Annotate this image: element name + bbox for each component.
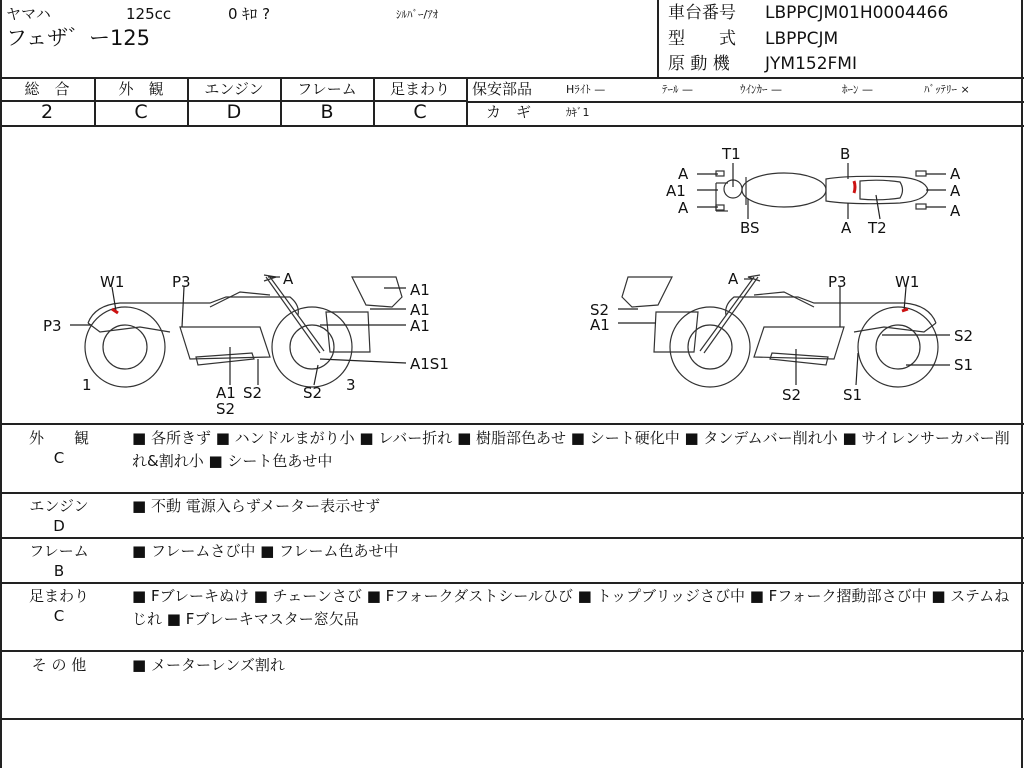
remark-engine bbox=[0, 495, 1024, 537]
key-label: カ ギ bbox=[486, 103, 532, 121]
label-a1: A1 bbox=[666, 182, 686, 200]
label-a: A bbox=[950, 165, 961, 183]
maker: ヤマハ bbox=[6, 5, 51, 23]
remark-text: ■ フレームさび中 ■ フレーム色あせ中 bbox=[132, 542, 399, 560]
damage-mark bbox=[902, 309, 908, 311]
divider bbox=[657, 0, 659, 78]
remark-grade: C bbox=[53, 449, 65, 467]
model-code-value: LBPPCJM bbox=[765, 29, 839, 49]
divider bbox=[0, 718, 1024, 720]
remark-text: ■ メーターレンズ割れ bbox=[132, 656, 285, 674]
label-t1: T1 bbox=[722, 145, 741, 163]
label-s2: S2 bbox=[782, 386, 802, 404]
grade-engine-label: エンジン bbox=[204, 80, 264, 98]
divider bbox=[0, 650, 1024, 652]
model-name: フェザ゛ー125 bbox=[6, 26, 151, 50]
frame-no-value: LBPPCJM01H0004466 bbox=[765, 3, 949, 23]
label-a: A bbox=[283, 270, 294, 288]
grade-overall-value: 2 bbox=[40, 101, 54, 123]
label-w1: W1 bbox=[100, 273, 125, 291]
damage-diagram bbox=[0, 127, 1024, 423]
remark-grade: B bbox=[53, 562, 65, 580]
grade-frame-value: B bbox=[320, 101, 334, 123]
label-a1: A1 bbox=[410, 317, 430, 335]
remark-text: ■ 不動 電源入らずメーター表示せず bbox=[132, 497, 381, 515]
divider bbox=[0, 492, 1024, 494]
body-color: ｼﾙﾊﾞｰ/ｱｵ bbox=[396, 8, 439, 21]
damage-mark bbox=[112, 309, 118, 313]
divider bbox=[0, 423, 1024, 425]
label-s2: S2 bbox=[243, 384, 263, 402]
remark-frame bbox=[0, 540, 1024, 582]
label-a1: A1 bbox=[410, 301, 430, 319]
label-3: 3 bbox=[346, 376, 356, 394]
label-a: A bbox=[728, 270, 739, 288]
grade-exterior-value: C bbox=[134, 101, 148, 123]
label-a: A bbox=[678, 165, 689, 183]
border bbox=[0, 0, 2, 768]
remark-text: ■ 各所きず ■ ハンドルまがり小 ■ レバー折れ ■ 樹脂部色あせ ■ シート硬化中 ■ タンデムバー削れ小 ■ サイレンサーカバー削れ&割れ小 ■ シート色あせ中 bbox=[132, 429, 1010, 470]
leader-lines bbox=[70, 163, 950, 385]
grade-engine-value: D bbox=[226, 101, 242, 123]
remark-exterior bbox=[0, 427, 1024, 491]
remark-label: フレーム bbox=[29, 542, 89, 560]
label-a: A bbox=[950, 202, 961, 220]
divider bbox=[466, 101, 1024, 103]
right-side-motorcycle bbox=[622, 275, 938, 387]
remark-other bbox=[0, 654, 1024, 716]
divider bbox=[0, 537, 1024, 539]
label-a: A bbox=[678, 199, 689, 217]
model-code-label: 型 式 bbox=[668, 29, 736, 49]
safety-item-headlight: Hﾗｲﾄ — bbox=[566, 83, 606, 96]
safety-label: 保安部品 bbox=[472, 80, 533, 98]
label-a1: A1 bbox=[410, 281, 430, 299]
engine-model-value: JYM152FMI bbox=[765, 54, 857, 74]
border bbox=[1021, 0, 1023, 768]
remark-suspension bbox=[0, 585, 1024, 649]
label-s2: S2 bbox=[590, 301, 610, 319]
divider bbox=[0, 77, 1024, 79]
left-side-motorcycle bbox=[85, 275, 402, 387]
label-s1: S1 bbox=[843, 386, 863, 404]
label-a1s1: A1S1 bbox=[410, 355, 449, 373]
remark-text: ■ Fブレーキぬけ ■ チェーンさび ■ Fフォークダストシールひび ■ トップブリッジさび中 ■ Fフォーク摺動部さび中 ■ ステムねじれ ■ Fブレーキマスター窓欠品 bbox=[132, 587, 1010, 628]
label-b: B bbox=[840, 145, 851, 163]
label-s2: S2 bbox=[216, 400, 236, 418]
label-a1: A1 bbox=[216, 384, 236, 402]
divider bbox=[0, 582, 1024, 584]
label-s2: S2 bbox=[303, 384, 323, 402]
grade-overall-label: 総 合 bbox=[24, 80, 70, 98]
label-a: A bbox=[950, 182, 961, 200]
label-w1: W1 bbox=[895, 273, 920, 291]
safety-item-tail: ﾃｰﾙ — bbox=[662, 83, 693, 96]
label-bs: BS bbox=[740, 219, 760, 237]
displacement: 125cc bbox=[126, 5, 172, 23]
grade-suspension-label: 足まわり bbox=[389, 80, 450, 98]
label-p3: P3 bbox=[43, 317, 62, 335]
label-s1: S1 bbox=[954, 356, 974, 374]
safety-item-horn: ﾎｰﾝ — bbox=[842, 83, 873, 96]
key-value: ｶｷﾞ1 bbox=[566, 106, 590, 119]
label-1: 1 bbox=[82, 376, 92, 394]
remark-grade: D bbox=[53, 517, 65, 535]
motorcycle-diagram bbox=[0, 127, 1024, 423]
frame-no-label: 車台番号 bbox=[668, 3, 736, 23]
label-t2: T2 bbox=[868, 219, 887, 237]
remark-grade: C bbox=[53, 607, 65, 625]
remark-label: そ の 他 bbox=[31, 656, 87, 674]
mileage: 0 ｷﾛ ? bbox=[228, 5, 271, 23]
label-a1: A1 bbox=[590, 316, 610, 334]
remark-label: 外 観 bbox=[28, 429, 89, 447]
remark-label: エンジン bbox=[29, 497, 89, 515]
engine-model-label: 原 動 機 bbox=[668, 54, 730, 74]
label-s2: S2 bbox=[954, 327, 974, 345]
grade-exterior-label: 外 観 bbox=[118, 80, 164, 98]
safety-item-battery: ﾊﾞｯﾃﾘｰ × bbox=[924, 83, 970, 96]
label-p3: P3 bbox=[172, 273, 191, 291]
grade-frame-label: フレーム bbox=[297, 80, 357, 98]
damage-mark bbox=[854, 181, 855, 193]
safety-item-winker: ｳｲﾝｶｰ — bbox=[740, 83, 782, 96]
label-p3: P3 bbox=[828, 273, 847, 291]
label-a: A bbox=[841, 219, 852, 237]
remark-label: 足まわり bbox=[28, 587, 89, 605]
grade-suspension-value: C bbox=[413, 101, 427, 123]
